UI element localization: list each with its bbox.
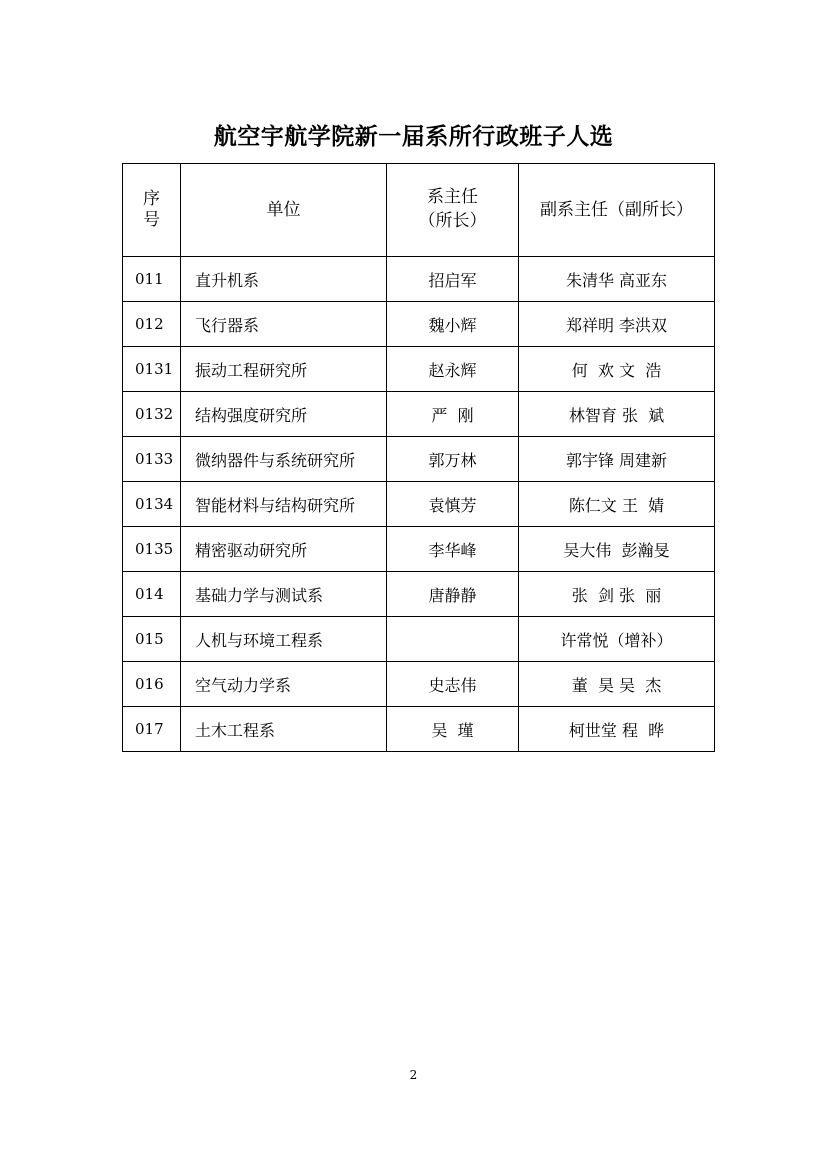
table-row <box>123 662 715 707</box>
page-title: 航空宇航学院新一届系所行政班子人选 <box>213 123 614 150</box>
column-header-director-line1: 系主任 <box>427 187 478 208</box>
cell-unit: 基础力学与测试系 <box>181 572 387 617</box>
cell-deputy: 郭宇锋 周建新 <box>519 437 715 482</box>
table-row <box>123 482 715 527</box>
cell-seq: 011 <box>123 257 181 302</box>
cell-deputy: 林智育 张 斌 <box>519 392 715 437</box>
table-row <box>123 257 715 302</box>
table-row <box>123 707 715 752</box>
cell-unit: 人机与环境工程系 <box>181 617 387 662</box>
cell-seq: 016 <box>123 662 181 707</box>
table-header-row <box>123 164 715 257</box>
cell-deputy: 柯世堂 程 晔 <box>519 707 715 752</box>
cell-director: 吴 瑾 <box>387 707 519 752</box>
cell-seq: 0134 <box>123 482 181 527</box>
column-header-seq <box>123 164 181 257</box>
cell-director: 招启军 <box>387 257 519 302</box>
cell-unit: 智能材料与结构研究所 <box>181 482 387 527</box>
cell-seq: 0132 <box>123 392 181 437</box>
cell-seq: 0133 <box>123 437 181 482</box>
cell-director: 李华峰 <box>387 527 519 572</box>
page-number: 2 <box>409 1068 418 1082</box>
roster-table <box>122 163 715 752</box>
cell-unit: 土木工程系 <box>181 707 387 752</box>
column-header-seq-line1: 序 <box>143 188 160 209</box>
column-header-director <box>387 164 519 257</box>
cell-seq: 017 <box>123 707 181 752</box>
cell-unit: 振动工程研究所 <box>181 347 387 392</box>
table-row <box>123 527 715 572</box>
table-row <box>123 617 715 662</box>
cell-unit: 微纳器件与系统研究所 <box>181 437 387 482</box>
column-header-unit: 单位 <box>181 164 387 257</box>
table-row <box>123 347 715 392</box>
cell-director: 袁慎芳 <box>387 482 519 527</box>
cell-director: 唐静静 <box>387 572 519 617</box>
cell-seq: 012 <box>123 302 181 347</box>
cell-seq: 0131 <box>123 347 181 392</box>
cell-director: 郭万林 <box>387 437 519 482</box>
cell-deputy: 吴大伟 彭瀚旻 <box>519 527 715 572</box>
cell-deputy: 朱清华 高亚东 <box>519 257 715 302</box>
table-row <box>123 392 715 437</box>
table-row <box>123 437 715 482</box>
cell-deputy: 郑祥明 李洪双 <box>519 302 715 347</box>
cell-unit: 空气动力学系 <box>181 662 387 707</box>
cell-director: 魏小辉 <box>387 302 519 347</box>
column-header-director-line2: （所长） <box>418 211 487 231</box>
table-header <box>123 164 715 257</box>
cell-seq: 014 <box>123 572 181 617</box>
cell-unit: 直升机系 <box>181 257 387 302</box>
column-header-seq-line2: 号 <box>143 210 160 230</box>
cell-seq: 015 <box>123 617 181 662</box>
cell-deputy: 何 欢 文 浩 <box>519 347 715 392</box>
cell-director: 史志伟 <box>387 662 519 707</box>
cell-unit: 飞行器系 <box>181 302 387 347</box>
table-row <box>123 302 715 347</box>
cell-director: 严 刚 <box>387 392 519 437</box>
cell-director <box>387 617 519 662</box>
cell-director: 赵永辉 <box>387 347 519 392</box>
cell-deputy: 董 昊 吴 杰 <box>519 662 715 707</box>
cell-deputy: 许常悦（增补） <box>519 617 715 662</box>
table-row <box>123 572 715 617</box>
cell-unit: 结构强度研究所 <box>181 392 387 437</box>
column-header-deputy-director: 副系主任（副所长） <box>519 164 715 257</box>
table-body <box>123 257 715 752</box>
cell-deputy: 陈仁文 王 婧 <box>519 482 715 527</box>
cell-seq: 0135 <box>123 527 181 572</box>
cell-deputy: 张 剑 张 丽 <box>519 572 715 617</box>
cell-unit: 精密驱动研究所 <box>181 527 387 572</box>
